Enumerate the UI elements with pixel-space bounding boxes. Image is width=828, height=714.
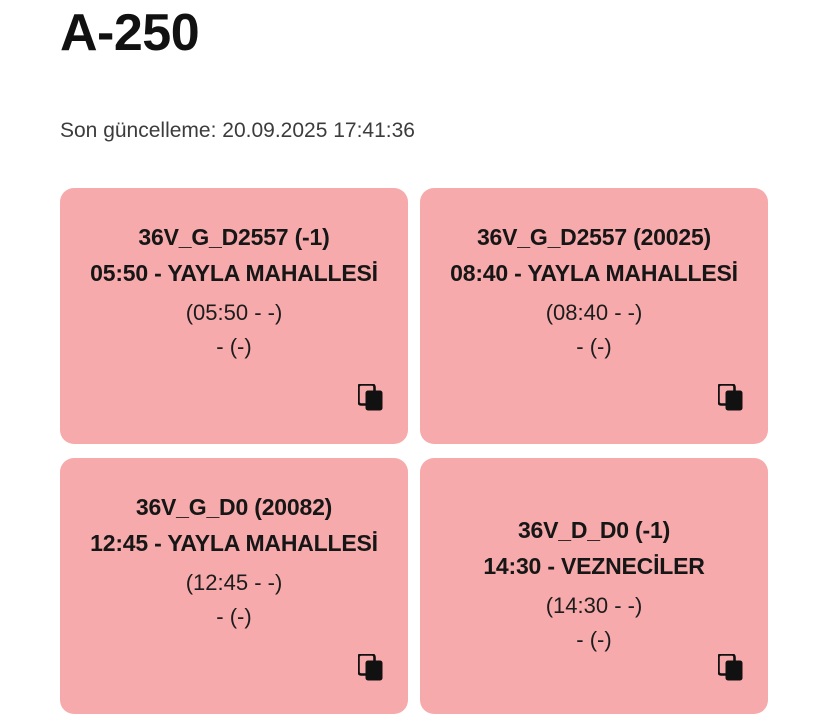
trip-card[interactable] [60, 188, 408, 444]
trip-card-route: 14:30 - VEZNECİLER [483, 553, 705, 579]
trip-card-times: (08:40 - -) [545, 300, 643, 325]
trip-card[interactable] [60, 458, 408, 714]
copy-icon[interactable] [358, 384, 384, 412]
trip-card-route: 12:45 - YAYLA MAHALLESİ [90, 530, 378, 556]
page-title: A-250 [60, 4, 200, 62]
trip-card[interactable] [420, 458, 768, 714]
trip-card-grid [60, 188, 768, 714]
trip-card-title: 36V_D_D0 (-1) [517, 517, 671, 543]
trip-card-times: (05:50 - -) [185, 300, 283, 325]
copy-icon[interactable] [718, 384, 744, 412]
trip-card-title: 36V_G_D0 (20082) [135, 494, 333, 520]
trip-card-extra: - (-) [216, 334, 252, 359]
trip-card-route: 08:40 - YAYLA MAHALLESİ [450, 260, 738, 286]
trip-card-extra: - (-) [216, 604, 252, 629]
trip-card-title: 36V_G_D2557 (-1) [138, 224, 330, 250]
trip-card-route: 05:50 - YAYLA MAHALLESİ [90, 260, 378, 286]
last-update-text: Son güncelleme: 20.09.2025 17:41:36 [60, 119, 415, 142]
trip-card-extra: - (-) [576, 627, 612, 652]
trip-card[interactable] [420, 188, 768, 444]
trip-card-times: (14:30 - -) [545, 593, 643, 618]
trip-card-times: (12:45 - -) [185, 570, 283, 595]
trip-card-extra: - (-) [576, 334, 612, 359]
copy-icon[interactable] [358, 654, 384, 682]
copy-icon[interactable] [718, 654, 744, 682]
trip-card-title: 36V_G_D2557 (20025) [476, 224, 712, 250]
